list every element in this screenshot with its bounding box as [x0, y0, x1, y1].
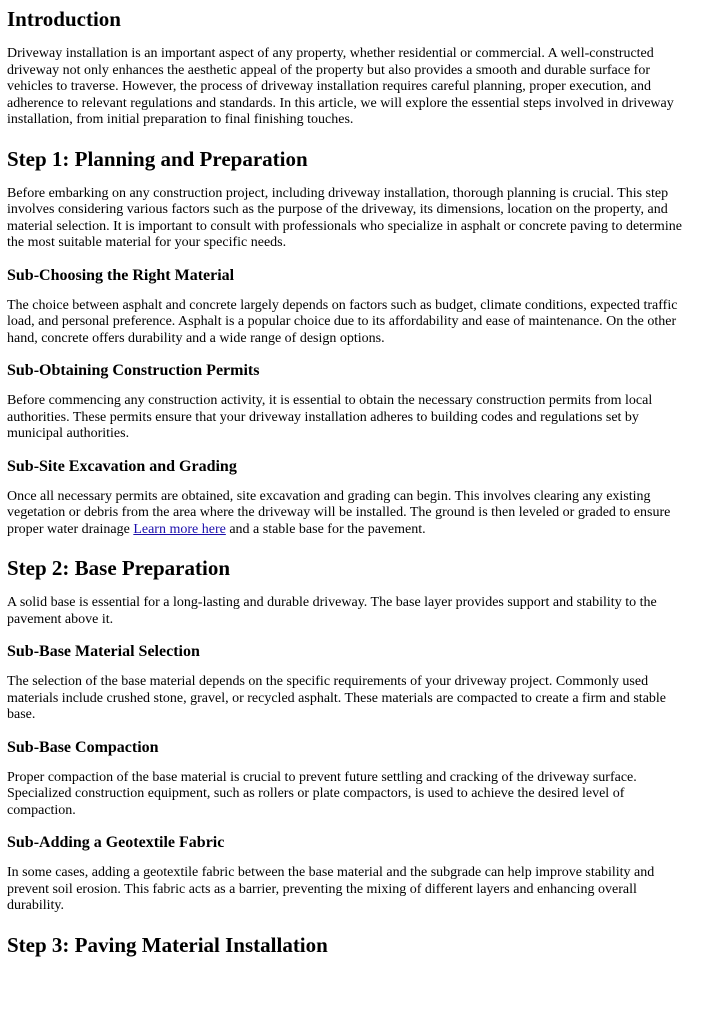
paragraph-line: In some cases, adding a geotextile fabric between the base material and the subgrade can help improve stability and [7, 865, 655, 880]
paragraph-line-with-link [7, 522, 714, 539]
link-prefix-text: proper water drainage [7, 521, 134, 537]
heading-geotextile-fabric: Sub-Adding a Geotextile Fabric [7, 834, 225, 851]
paragraph-line: Specialized construction equipment, such as rollers or plate compactors, is used to achieve the desired level of [7, 786, 625, 801]
paragraph-line: Once all necessary permits are obtained, site excavation and grading can begin. This involves clearing any existing [7, 488, 651, 504]
choosing-material-paragraph [7, 298, 714, 348]
heading-base-compaction: Sub-Base Compaction [7, 738, 159, 756]
paragraph-line: base. [7, 707, 36, 722]
paragraph-line: compaction. [7, 802, 76, 818]
step-2-paragraph [7, 595, 714, 628]
paragraph-line: Before embarking on any construction project, including driveway installation, thorough planning is crucial. This step [7, 185, 669, 201]
paragraph-line: vegetation or debris from the area where the driveway will be installed. The ground is then leveled or graded to ensure [7, 505, 671, 520]
paragraph-line: vehicles to traverse. However, the process of driveway installation requires careful planning, proper execution, and [7, 79, 651, 94]
heading-construction-permits: Sub-Obtaining Construction Permits [7, 362, 260, 379]
intro-paragraph [7, 46, 714, 129]
paragraph-line: hand, concrete offers durability and a wide range of design options. [7, 330, 385, 346]
paragraph-line: The selection of the base material depends on the specific requirements of your driveway project. Commonly used [7, 674, 649, 689]
paragraph-line: adherence to relevant regulations and standards. In this article, we will explore the essential steps involved in driveway [7, 95, 674, 111]
paragraph-line: load, and personal preference. Asphalt is a popular choice due to its affordability and ease of maintenance. On the other [7, 314, 677, 329]
paragraph-line: involves considering various factors such as the purpose of the driveway, its dimensions, location on the property, and [7, 202, 668, 217]
paragraph-line: The choice between asphalt and concrete largely depends on factors such as budget, climate conditions, expected traffic [7, 297, 678, 313]
heading-choosing-material: Sub-Choosing the Right Material [7, 266, 235, 284]
article [0, 7, 714, 957]
paragraph-line: Proper compaction of the base material is crucial to prevent future settling and cracking of the driveway surface. [7, 769, 637, 785]
paragraph-line: the most suitable material for your specific needs. [7, 235, 287, 250]
site-excavation-paragraph [7, 489, 714, 539]
link-suffix-text: and a stable base for the pavement. [225, 521, 426, 537]
paragraph-line: Driveway installation is an important aspect of any property, whether residential or commercial. A well-constructed [7, 46, 654, 61]
step-1-paragraph [7, 186, 714, 252]
paragraph-line: durability. [7, 898, 65, 913]
heading-site-excavation: Sub-Site Excavation and Grading [7, 457, 237, 475]
heading-introduction: Introduction [7, 7, 121, 31]
paragraph-line: Before commencing any construction activity, it is essential to obtain the necessary construction permits from local [7, 393, 653, 408]
paragraph-line: prevent soil erosion. This fabric acts as a barrier, preventing the mixing of different layers and enhancing overall [7, 881, 637, 897]
paragraph-line: driveway not only enhances the aesthetic appeal of the property but also provides a smooth and durable surface for [7, 62, 651, 78]
paragraph-line: municipal authorities. [7, 426, 130, 441]
heading-base-material-selection: Sub-Base Material Selection [7, 643, 200, 660]
paragraph-line: authorities. These permits ensure that your driveway installation adheres to building codes and regulations set by [7, 409, 639, 425]
learn-more-link[interactable]: Learn more here [133, 521, 226, 537]
paragraph-line: installation, from initial preparation to final finishing touches. [7, 112, 354, 127]
geotextile-fabric-paragraph [7, 865, 714, 915]
paragraph-line: A solid base is essential for a long-lasting and durable driveway. The base layer provides support and stability to the [7, 595, 657, 610]
construction-permits-paragraph [7, 393, 714, 443]
paragraph-line: pavement above it. [7, 611, 114, 627]
base-material-selection-paragraph [7, 674, 714, 724]
paragraph-line: material selection. It is important to consult with professionals who specialize in asphalt or concrete paving to determine [7, 218, 682, 234]
heading-step-3: Step 3: Paving Material Installation [7, 932, 328, 957]
heading-step-1: Step 1: Planning and Preparation [7, 146, 308, 171]
base-compaction-paragraph [7, 770, 714, 820]
paragraph-line: materials include crushed stone, gravel, or recycled asphalt. These materials are compacted to create a firm and stable [7, 690, 667, 706]
heading-step-2: Step 2: Base Preparation [7, 556, 231, 580]
